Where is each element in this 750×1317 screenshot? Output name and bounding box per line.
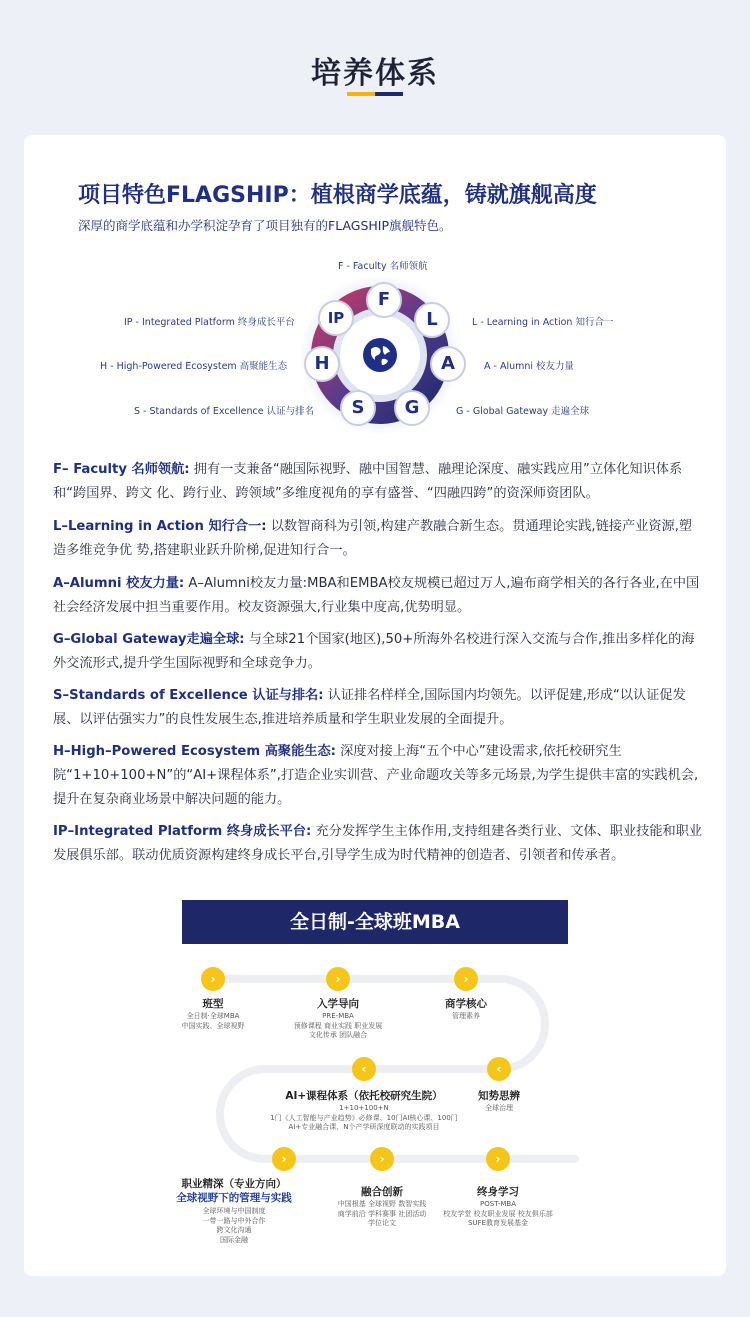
flow-career-sub: 全球环境与中国制度 一带一路与中外合作 跨文化沟通 国际金融 [202,1207,266,1244]
wheel-label-f: F - Faculty 名师领航 [338,261,428,272]
program-banner: 全日制-全球班MBA [182,900,568,944]
flow-node-8: › [486,1147,510,1171]
flow-lifelong-sub: POST-MBA 校友学堂 校友职业发展 校友俱乐部 SUFE教育发展基金 [443,1200,553,1227]
flow-node-4: ‹ [487,1057,511,1081]
subline: 深厚的商学底蕴和办学积淀孕育了项目独有的FLAGSHIP旗舰特色。 [78,218,452,233]
headline: 项目特色FLAGSHIP：植根商学底蕴，铸就旗舰高度 [78,183,597,208]
wheel-letter-s: S [340,390,376,426]
flow-class-type-sub: 全日制·全球MBA 中国实践、全球视野 [181,1012,245,1030]
flow-orientation-title: 入学导向 [317,998,359,1010]
flow-orientation-sub: PRE-MBA 预修课程 商业实践 职业发展 文化传承 团队融合 [293,1012,383,1039]
feature-ecosystem: H–High–Powered Ecosystem 高聚能生态: 深度对接上海“五个中心”建设需求,依托校研究生院“1+10+100+N”的“AI+课程体系”,打造企业实训营、产业命题攻关等多元场景,为学生提供丰富的实践机会,提升在复杂商业场景中解决问题的能力。 [53,744,699,807]
wheel-letter-h: H [304,346,340,382]
wheel-letter-f: F [366,282,402,318]
page-title: 培养体系 [311,56,439,91]
feature-global: G–Global Gateway走遍全球: 与全球21个国家(地区),50+所海外名校进行深入交流与合作,推出多样化的海外交流形式,提升学生国际视野和全球竞争力。 [53,632,695,671]
flow-class-type-title: 班型 [202,998,224,1010]
flow-ai-curriculum-sub: 1+10+100+N 1门《人工智能与产业趋势》必修课、10门AI核心课、100门 AI+专业融合课、N个产学研深度联动的实践项目 [270,1104,458,1131]
flow-innovation-title: 融合创新 [361,1186,403,1198]
flow-insight-title: 知势思辨 [478,1090,520,1102]
flow-node-6: › [272,1147,296,1171]
feature-standards: S–Standards of Excellence 认证与排名: 认证排名样样全,国际国内均领先。以评促建,形成“以认证促发展、以评估强实力”的良性发展生态,推进培养质量和学生职业发展的全面提升。 [53,688,686,727]
flow-node-3: › [454,967,478,991]
wheel-letter-a: A [430,346,466,382]
wheel-label-h: H - High-Powered Ecosystem 高聚能生态 [100,361,288,372]
feature-alumni: A–Alumni 校友力量: A–Alumni校友力量:MBA和EMBA校友规模已超过万人,遍布商学相关的各行各业,在中国社会经济发展中担当重要作用。校友资源强大,行业集中度高,优势明显。 [53,576,700,615]
flow-insight-sub: 全球治理 [485,1104,513,1112]
flow-innovation-sub: 中国根基 全球视野 数智实践 商学前沿 学科赛事 社团活动 学位论文 [337,1200,427,1227]
flow-business-core-title: 商学核心 [445,998,487,1010]
flow-career-title2: 全球视野下的管理与实践 [176,1192,292,1204]
wheel-letter-g: G [394,390,430,426]
wheel-letter-l: L [414,302,450,338]
flow-lifelong-title: 终身学习 [477,1186,519,1198]
flow-node-2: › [326,967,350,991]
flow-node-7: › [370,1147,394,1171]
flow-ai-curriculum-title: AI+课程体系（依托校研究生院） [285,1090,443,1102]
feature-platform: IP–Integrated Platform 终身成长平台: 充分发挥学生主体作用,支持组建各类行业、文体、职业技能和职业发展俱乐部。联动优质资源构建终身成长平台,引导学生成为时代精神的创造者、引领者和传承者。 [53,824,703,863]
wheel-label-s: S - Standards of Excellence 认证与排名 [134,406,315,417]
flow-node-1: › [201,967,225,991]
flow-node-5: ‹ [352,1057,376,1081]
wheel-label-g: G - Global Gateway 走遍全球 [456,406,590,417]
wheel-letter-ip: IP [318,300,354,336]
flow-business-core-sub: 管理素养 [452,1012,480,1020]
wheel-label-l: L - Learning in Action 知行合一 [472,317,614,328]
wheel-label-a: A - Alumni 校友力量 [484,361,575,372]
wheel-label-ip: IP - Integrated Platform 终身成长平台 [124,317,295,328]
feature-learning: L–Learning in Action 知行合一: 以数智商科为引领,构建产教融合新生态。贯通理论实践,链接产业资源,塑造多维竞争优 势,搭建职业跃升阶梯,促进知行合一。 [53,519,693,558]
feature-faculty: F– Faculty 名师领航: 拥有一支兼备“融国际视野、融中国智慧、融理论深度、融实践应用”立体化知识体系和“跨国界、跨文 化、跨行业、跨领域”多维度视角的享有盛誉、“四融四跨”的资深师资团队。 [53,462,683,501]
flow-career-title: 职业精深（专业方向） [181,1178,287,1190]
